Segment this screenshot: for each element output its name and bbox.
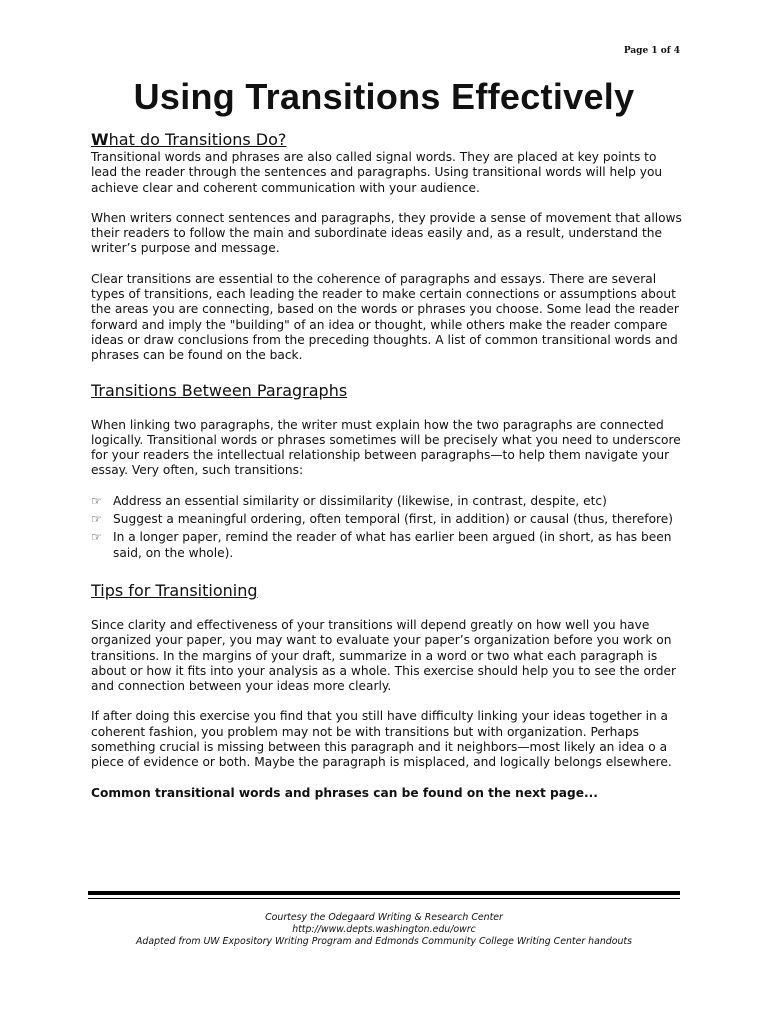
list-item-text: Address an essential similarity or dissimilarity (likewise, in contrast, despite, etc) xyxy=(113,493,607,508)
paragraph: Since clarity and effectiveness of your transitions will depend greatly on how well you have organized your paper, you may want to evaluate your paper’s organization before you work on transitions. In the margins of your draft, summarize in a word or two what each paragraph is about or how it fits into your analysis as a whole. This exercise should help you to see the order and connection between your ideas more clearly. xyxy=(91,617,677,694)
footer-divider-thin xyxy=(88,898,680,899)
bullet-list xyxy=(91,494,683,561)
paragraph: Transitional words and phrases are also called signal words. They are placed at key points to lead the reader through the sentences and paragraphs. Using transitional words will help you achieve clear and coherent communication with your audience. xyxy=(91,150,663,195)
heading-rest: hat do Transitions Do? xyxy=(108,130,287,149)
footer-divider-thick xyxy=(88,891,680,895)
pointing-hand-icon: ☞ xyxy=(91,530,102,545)
list-item xyxy=(91,512,683,527)
footer-courtesy: Courtesy the Odegaard Writing & Research Center xyxy=(265,912,503,923)
list-item-text: In a longer paper, remind the reader of what has earlier been argued (in short, as has been said, on the whole). xyxy=(113,530,672,560)
list-item xyxy=(91,530,683,561)
footer-adapted-from: Adapted from UW Expository Writing Program and Edmonds Community College Writing Center handouts xyxy=(136,936,632,947)
document-title: Using Transitions Effectively xyxy=(133,76,635,117)
pointing-hand-icon: ☞ xyxy=(91,493,102,508)
heading-first-letter: W xyxy=(91,130,109,149)
paragraph: When linking two paragraphs, the writer must explain how the two paragraphs are connected logically. Transitional words or phrases sometimes will be precisely what you need to underscore for your readers the intellectual relationship between paragraphs—to help them navigate your essay. Very often, such transitions: xyxy=(91,417,681,478)
section-heading-transitions-between-paragraphs: Transitions Between Paragraphs xyxy=(91,380,348,400)
paragraph: Clear transitions are essential to the coherence of paragraphs and essays. There are several types of transitions, each leading the reader to make certain connections or assumptions about the areas you are connecting, based on the words or phrases you choose. Some lead the reader forward and imply the "building" of an idea or thought, while others make the reader compare ideas or draw conclusions from the preceding thoughts. A list of common transitional words and phrases can be found on the back. xyxy=(91,271,679,363)
footer-url: http://www.depts.washington.edu/owrc xyxy=(292,924,476,935)
page-number: Page 1 of 4 xyxy=(623,46,680,56)
paragraph: If after doing this exercise you find that you still have difficulty linking your ideas together in a coherent fashion, you problem may not be with transitions but with organization. Perhaps something crucial is missing between this paragraph and it neighbors—most likely an idea o a piece of evidence or both. Maybe the paragraph is misplaced, and logically belongs elsewhere. xyxy=(91,709,672,770)
list-item-text: Suggest a meaningful ordering, often temporal (first, in addition) or causal (thus, therefore) xyxy=(113,512,674,527)
pointing-hand-icon: ☞ xyxy=(91,512,102,527)
footer xyxy=(0,912,768,948)
document-body xyxy=(91,130,683,801)
paragraph: When writers connect sentences and paragraphs, they provide a sense of movement that allows their readers to follow the main and subordinate ideas easily and, as a result, understand the writer’s purpose and message. xyxy=(91,210,682,256)
section-heading-tips-for-transitioning: Tips for Transitioning xyxy=(91,580,258,600)
list-item xyxy=(91,494,683,509)
section-heading-what-do-transitions-do xyxy=(91,130,683,150)
closing-note: Common transitional words and phrases can be found on the next page... xyxy=(91,785,598,800)
